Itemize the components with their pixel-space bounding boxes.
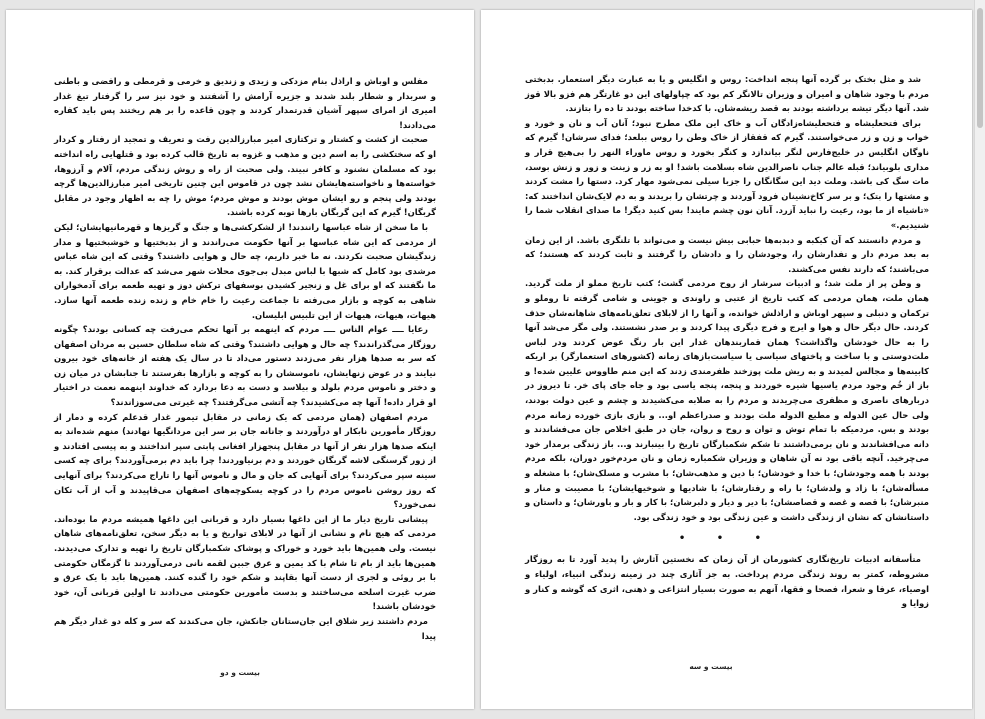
page-right (481, 10, 972, 709)
page-number-left: بیست و دو (220, 668, 260, 677)
paragraph: و مردم دانستند که آن کبکبه و دبدبه‌ها حبابی بیش نیست و می‌تواند با تلنگری باشد. از این زمان به بعد مردم دار و تفدارشان را، وجودشان را و دادشان را گرفتند و ثابت کردند که هستند؛ که می‌باشند؛ که دارند نفس می‌کشند. (525, 234, 929, 274)
paragraph: رعایا ــــ عوام الناس ــــ مردم که اینهمه بر آنها تحکم می‌رفت چه کسانی بودند؟ چگونه روزگار می‌گذراندند؟ چه حال و هوایی داشتند؟ وقتی که شاه سلطان حسین به مردان اصفهان که سر به صدها هزار نفر می‌زدند دستور می‌داد تا در سال یک هفته از خانه‌های خود بیرون نیایند و در عوض زنهایشان، ناموسشان را به کوچه و بازارها بفرستند تا جنابشان در میان زن و دختر و ناموس مردم بلولد و بیلاسد و دست به دعا بردارد که خداوند اینهمه نعمت در اختیار او قرار داده! آنها چه می‌کشیدند؟ چه آتشی می‌گرفتند؟ چه غیرتی می‌سوزاندند؟ (54, 324, 436, 408)
page-right-text (525, 72, 929, 611)
page-number-right: بیست و سه (689, 662, 733, 671)
paragraph: مردم اصفهان (همان مردمی که یک زمانی در مقابل تیمور غدار قدعلم کرده و دمار از روزگار مأمورین نابکار او درآوردند و جانانه جان بر سر این مردانگیها نهادند) منهم شده‌اند به اینکه صدها هزار نفر از آنها در مقابل پنجهزار افغانی پابتی سپر انداختند و به پیسی افتادند و از زور گرسنگی لاشه گربگان خوردند و دم برنیاوردند! چرا باید دم برمی‌آوردند؟ برای چه کسی سینه سپر می‌کردند؟ برای آنهایی که جان و مال و ناموس آنها را تاراج می‌کردند؟ برای آنهایی که روز روشن ناموس مردم را در کوچه یسکوچه‌های اصفهان می‌قاپیدند و آب از آب تکان نمی‌خورد؟ (54, 411, 436, 510)
paragraph: پیشانی تاریخ دیار ما از این داغها بسیار دارد و قربانی این داغها همیشه مردم ما بوده‌اند. مردمی که هیچ نام و نشانی از آنها در لابلای تواریخ و یا به دیگر سخن، تعلق‌نامه‌های شاهان نیست. ولی همین‌ها باید خورد و خوراک و پوشاک شکمبارگان تاریخ را تهیه و تدارک می‌دیدند. همین‌ها باید از بام تا شام با کد یمین و عرق جبین لقمه نانی درمی‌آوردند تا گزمگان حکومتی با بر روئی و لجری از دست آنها بقاپند و شکم خود را گنده کنند. همین‌ها باید با یک عرق و ضرب غیرت اسلحه می‌ساختند و بدست مأمورین حکومتی می‌دادند تا اولین قربانی آن، خود خودشان باشند! (54, 513, 436, 612)
paragraph: شد و مثل بختک بر گرده آنها پنجه انداخت: روس و انگلیس و یا به عبارت دیگر استعمار. بدبختی مردم با وجود شاهان و امیران و وزیران تالانگر کم بود که چپاولهای این دو غارتگر هم فزو بالا قوز شد. آنها دیگر تیشه برداشته بودند به قصد ریشه‌شان. با کدخدا ساخته بودند تا ده را بتازند. (525, 74, 929, 114)
paragraph: متأسفانه ادبیات تاریخ‌نگاری کشورمان از آن زمان که نخستین آثارش را پدید آورد تا به روزگار مشروطه، کمتر به روند زندگی مردم پرداخت. به جز آثاری چند در زمینه زندگی انبیاء، اولیاء و اوصیاء، عرفا و شعرا، فصحا و فقها، آنهم به صورت بسیار انتزاعی و ذهنی، اثری که گوشه و کنار و زوایا و (525, 554, 929, 609)
paragraph: برای فتحعلیشاه و فتحعلیشاه‌زادگان آب و خاک این ملک مطرح نبود؛ آنان آب و نان و خورد و خواب و زن و زر می‌خواستند. گیرم که قفقاز از خاک وطن را روس ببلعد؛ فدای سرشان! گیرم که ناوگان انگلیس در خلیج‌فارس لنگر بیاندازد و کنگر بخورد و روس ماوراء النهر را بی‌هیچ قرار و مداری بلوبیاند؛ قبله عالم جناب ناصرالدین شاه بسلامت باشد! او به زر و زینت و زور و زنش بوسد، مات سگ کی باشد. وملت دید این سگانگان را جزبا سیلی نمی‌شود مهار کرد. دستها را مشت کردند و مشتها را بتک؛ و بر سر کاخ‌نشینان فرود آوردند و چرتشان را بریدند و به دم لایک‌شان انداختند که: «تاشیاه از ما بود، رعیت را نباید آزرد. آنان نون چشم مایند! بس کنید دیگر! ما صدای انقلاب شما را شنیدیم.» (525, 117, 929, 230)
page-left-text (54, 74, 436, 643)
paragraph: و وطن پر از ملت شد؛ و ادبیات سرشار از روح مردمی گشت؛ کتب تاریخ مملو از ملت گردید. همان ملت، همان مردمی که کتب تاریخ از عتبی و راوندی و جوینی و شامی گرفته تا روملو و ترکمان و دنبلی و سپهر اوباش و اراذلش خوانده، و آنها را از لابلای تعلق‌نامه‌های شاهانه‌شان حذف کردند. حال دیگر حال و هوا و ایرج و فرج دیگری پیدا کردند و بر صدر نشستند. ولی مگر می‌شد آنها را به حال خودشان واگذاشت؟ همان قماربندهان غدار این بار رنگ عوض کردند ودر لباس ملت‌دوستی و با ساخت و پاختهای سیاسی یا سیاست‌بازهای زمانه (کشورهای استعمارگر) بر اریکه کابینه‌ها و مجالس لمیدند و به ریش ملت پوزخند ظفرمندی زدند که این منم طاووس علیین شده! و باز از خُم وجود مردم یاسیها شیره خوردند و پنجه، پنجه یاسی بود و جاه جای پای خر. تا دیروز در دربارهای ناصری و مظفری می‌چریدند و مردم را به صلابه می‌کشیدند و چشم و عین دولت بودند، ولی حال عین الدوله و مطیع الدوله ملت بودند و صدراعظم او... و بازی بازی خورده زمانه مردم بودند و بس. مردمیکه با تمام توش و توان و روح و روان، جان در طبق اخلاص جان می‌فشاندند و دانه می‌افشاندند و نان برمی‌داشتند تا شکم شکمبارگان تاریخ را بینبارند و... باز زندگی برمدار خود می‌چرخید. آنچه باقی بود نه آن شاهان و وزیران شکمباره زمان و نان مردم‌خور دوران، بلکه مردم بودند با همه وجودشان؛ با خدا و خودشان؛ با دین و مذهب‌شان؛ با مشرب و مسلک‌شان؛ با مشغله و مسأله‌شان؛ با زاد و ولدشان؛ با راه و رفتارشان؛ با شادیها و شوخیهایشان؛ با مصیبت و منار و منبرشان؛ با قصه و غصه و قصاصشان؛ با دیر و دیار و دلبرشان؛ با کار و بار و باورشان؛ و داستان و داستانشان که نشان از زندگی داشت و عین زندگی بود و خود زندگی بود. (525, 278, 929, 522)
section-separator: • • • (678, 533, 776, 545)
scrollbar-thumb[interactable] (977, 8, 983, 128)
paragraph: مردم داشتند زیر شلاق این جان‌ستانان جانکش، جان می‌کندند که سر و کله دو غدار دیگر هم پیدا (54, 615, 436, 641)
vertical-scrollbar[interactable] (974, 0, 985, 719)
page-left (6, 10, 474, 709)
paragraph: با ما سخن از شاه عباسها رانندند! از لشکرکشی‌ها و جنگ و گریزها و قهرمانیهایشان؛ لیکن از مردمی که این شاه عباسها بر آنها حکومت می‌راندند و از بدبختیها و خوشبختیها و مدار زندگیشان صحبت نکردند. نه ما خبر داریم، چه حال و هوایی داشتند؟ وقتی که این شاه عباس مرشدی بود کامل که شبها با لباس مبدل بی‌جوی محلات شهر می‌شد که عدالت برقرار کند. به ما نگفتند که او برای غل و زنجیر کشیدن بوسفهای ترکش دوز و تهیه طعمه برای آدمخواران شاهی به کوچه و بازار می‌رفته تا جماعت رعیت را خام خام و زنده زنده طعمه آنها سازد. هیهات، هیهات، هیهات از این تلبیس ابلیسان. (54, 221, 436, 320)
paragraph: صحبت از کشت و کشتار و ترکتازی امیر مبارزالدین رفت و تعریف و تمجید از رفتار و کردار او که سختکشی را به اسم دین و مذهب و غزوه به تاریخ قالب کرده بود و قتلهایی راه انداخته بود که مسلمان نشنود و کافر نبیند. ولی صحبت از راه و روش زندگی مردم، آلام و آرزوها، خواسته‌ها و ناخواسته‌هایشان نشد چون در قاموس این چنین تاریخی امیر مبارزالدین‌ها گرچه بودند ولی پنجم و رو ایشان موش بودند و موش مردم؛ موش را چه به اظهار وجود در مقابل گربگان! گیرم که این گربگان بارها توبه کرده باشند. (54, 134, 436, 218)
paragraph: مفلس و اوباش و اراذل بنام مزدکی و زیدی و زندیق و خرمی و قرمطی و رافضی و باطنی و سربدار و شطار بلند شدند و جزیره آرامش را آشفتند و خود نیز سر را گرفتار تیغ غدار امیری از امرای سپهر آشیان قدرتمدار کردند و چون قاعده را بر هم ریختند پس باید کفاره می‌دادند! (54, 76, 436, 130)
